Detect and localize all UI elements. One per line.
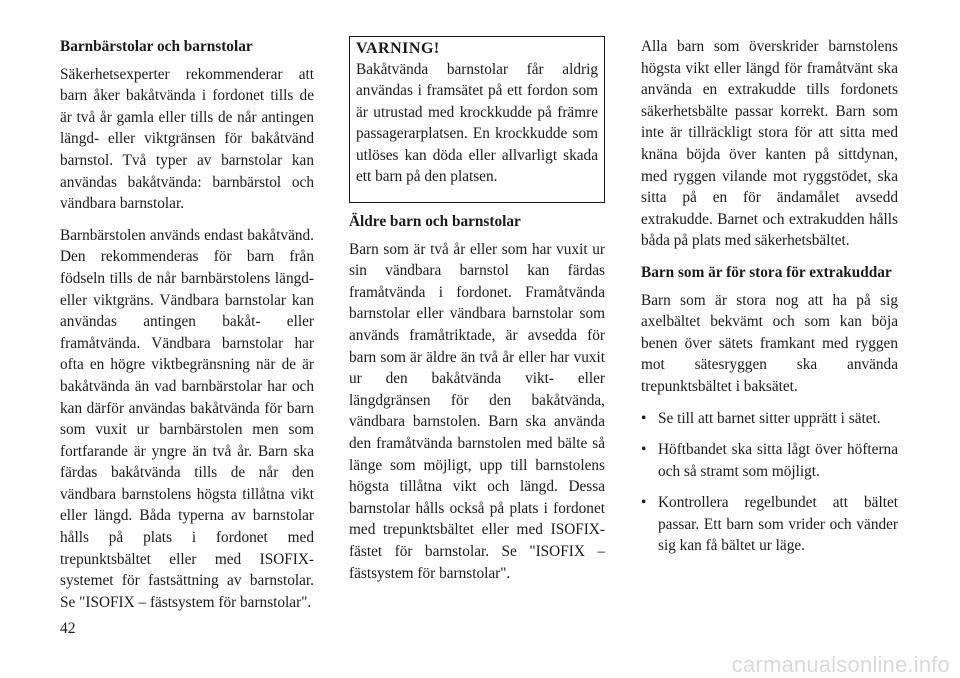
middle-column <box>349 36 605 594</box>
right-column <box>641 36 898 567</box>
list-item: • Se till att barnet sitter upprätt i sätet. <box>641 408 898 430</box>
bullet-list <box>641 408 898 558</box>
bullet-icon: • <box>641 409 647 427</box>
section-heading-infant-seats: Barnbärstolar och barnstolar <box>60 38 253 55</box>
list-item: • Höftbandet ska sitta lågt över höfterna och så stramt som möjligt. <box>641 441 898 480</box>
watermark: carmanualsonline.info <box>731 652 950 677</box>
left-column <box>60 36 314 623</box>
section-heading-older-children: Äldre barn och barnstolar <box>349 213 521 230</box>
bullet-icon: • <box>641 494 647 512</box>
paragraph: Barn som är två år eller som har vuxit ur sin vändbara barnstol kan färdas framåtvända i fordonet. Framåtvända barnstolar eller vändbara barnstolar som används framåtriktade, är avsedda för barn som är äldre än två år eller har vuxit ur den bakåtvända vikt- eller längdgränsen för den bakåtvända, vändbara barnstolen. Barn ska använda den framåtvända barnstolen med bälte så länge som möjligt, upp till barnstolens högsta tillåtna vikt och längd. Dessa barnstolar hålls också på plats i fordonet med trepunktsbältet eller med ISOFIX-fästet för barnstolar. Se "ISOFIX – fästsystem för barnstolar". <box>349 240 605 582</box>
paragraph: Alla barn som överskrider barnstolens högsta vikt eller längd för framåtvänt ska använda en extrakudde tills fordonets säkerhetsbälte passar korrekt. Barn som inte är tillräckligt stora för att sitta med knäna böjda över kanten på sittdynan, med ryggen vilande mot ryggstödet, ska sitta på en för ändamålet avsedd extrakudde. Barnet och extrakudden hålls båda på plats med säkerhetsbältet. <box>641 38 898 250</box>
section-heading-too-big-for-booster: Barn som är för stora för extrakuddar <box>641 263 892 281</box>
paragraph: Säkerhetsexperter rekommenderar att barn åker bakåtvända i fordonet tills de är två år gamla eller tills de når antingen längd- eller viktgränsen för bakåtvänd barnstol. Två typer av barnstolar kan användas bakåtvända: barnbärstol och vändbara barnstolar. <box>60 65 314 213</box>
page-number: 42 <box>60 620 76 637</box>
warning-title: VARNING! <box>356 40 440 57</box>
warning-box <box>349 36 605 203</box>
paragraph: Barnbärstolen används endast bakåtvänd. Den rekommenderas för barn från födseln tills de når barnbärstolens längd- eller viktgräns. Vändbara barnstolar kan användas antingen bakåt- eller framåtvända. Vändbara barnstolar har ofta en högre viktbegränsning när de är bakåtvända än vad barnbärstolar har och kan därför användas bakåtvända för barn som vuxit ur barnbärstolen men som fortfarande är yngre än två år. Barn ska färdas bakåtvända tills de når den vändbara barnstolens högsta tillåtna vikt eller längd. Båda typerna av barnstolar hålls på plats i fordonet med trepunktsbältet eller med ISOFIX-systemet för fastsättning av barnstolar. Se "ISOFIX – fästsystem för barnstolar". <box>60 226 314 611</box>
bullet-icon: • <box>641 441 647 459</box>
warning-text: Bakåtvända barnstolar får aldrig användas i framsätet på ett fordon som är utrustad med krockkudde på främre passagerarplatsen. En krockkudde som utlöses kan döda eller allvarligt skada ett barn på den platsen. <box>356 61 598 186</box>
list-item: • Kontrollera regelbundet att bältet passar. Ett barn som vrider och vänder sig kan få bältet ur läge. <box>641 494 898 555</box>
paragraph: Barn som är stora nog att ha på sig axelbältet bekvämt och som kan böja benen över sätets framkant med ryggen mot sätesryggen ska använda trepunktsbältet i baksätet. <box>641 291 898 395</box>
